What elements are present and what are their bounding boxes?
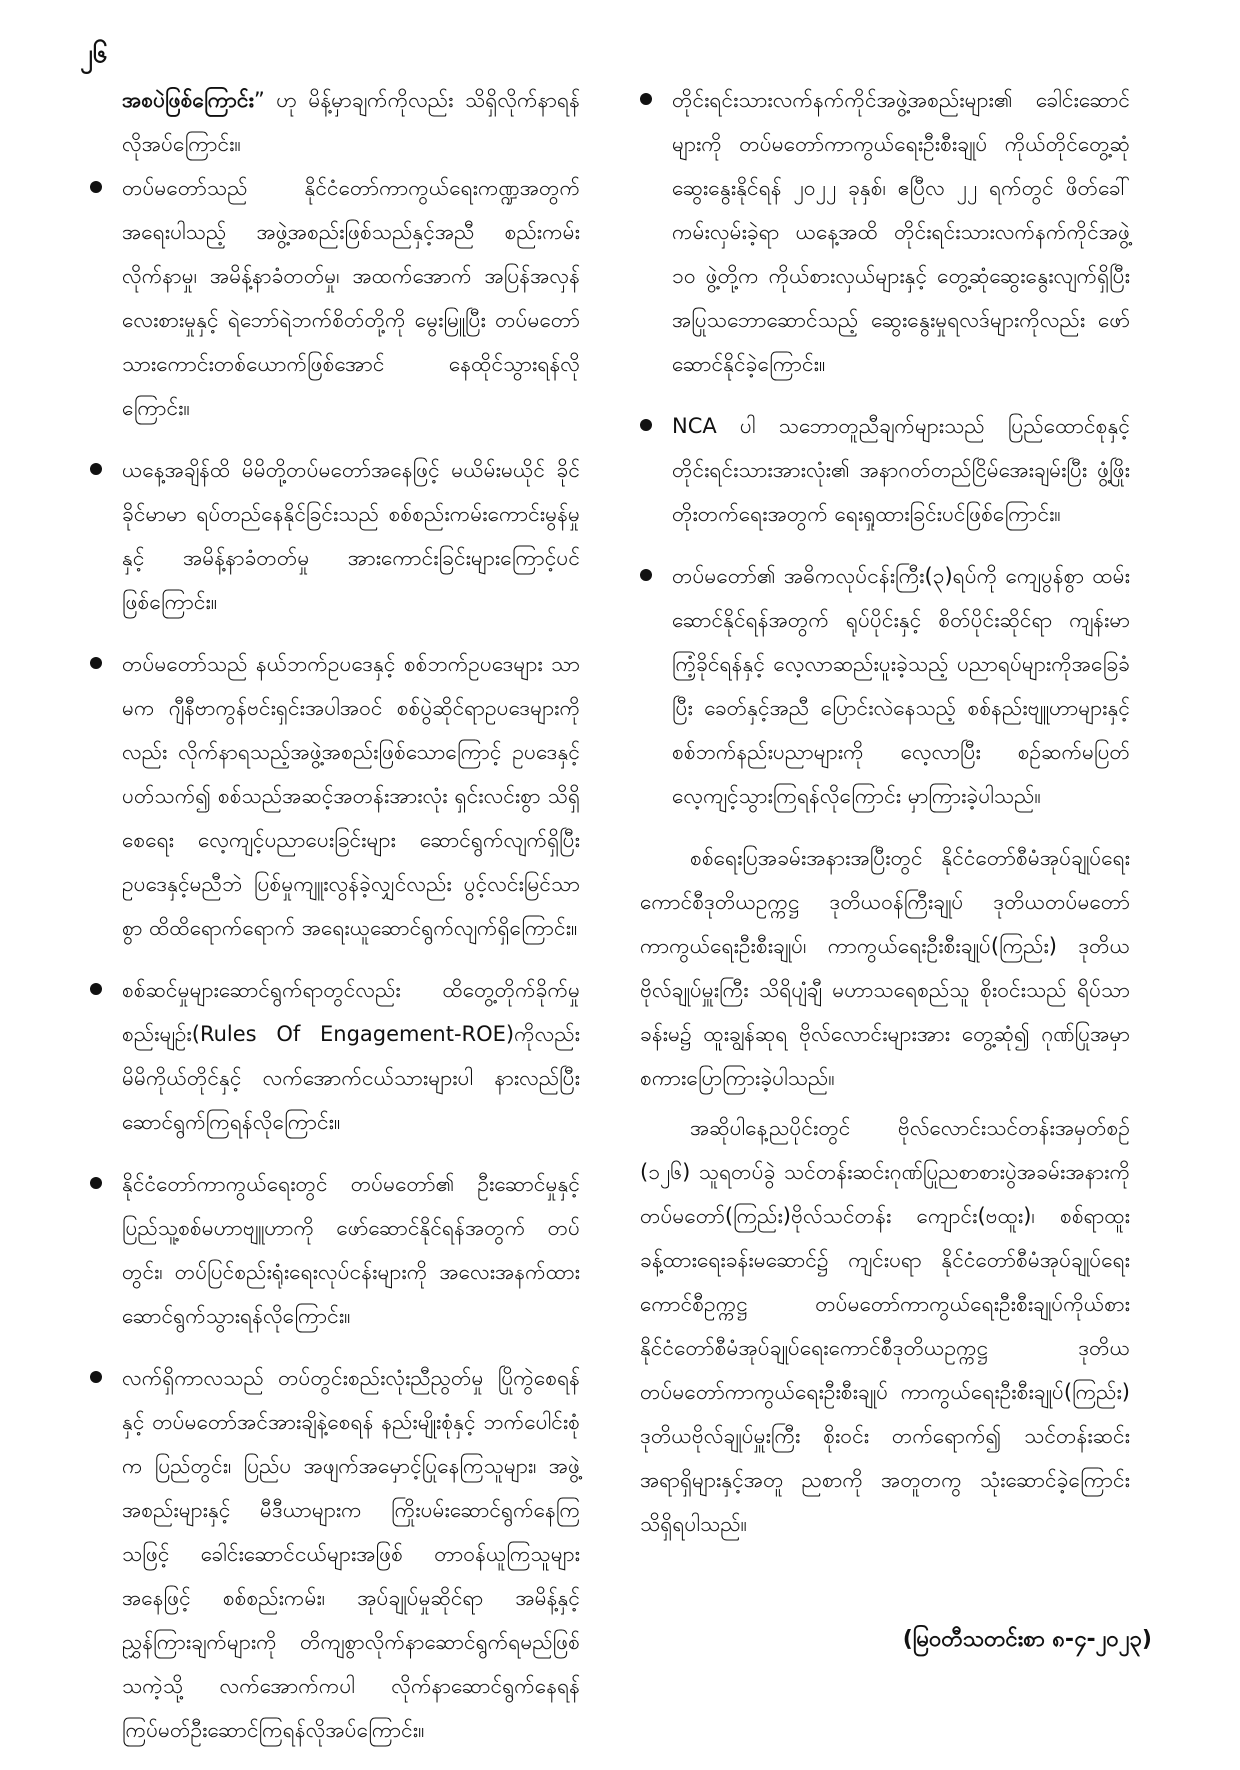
bullet-item <box>90 968 580 1144</box>
bullet-item <box>90 1356 580 1752</box>
bullet-dot-icon <box>90 657 102 669</box>
bullet-text: NCA ပါ သဘောတူညီချက်များသည် ပြည်ထောင်စုနှင့် တိုင်းရင်းသားအားလုံး၏ အနာဂတ်တည်ငြိမ်အေးချမ်းပြီး ဖွံ့ဖြိုးတိုးတက်ရေးအတွက် ရေးရှုထားခြင်းပင်ဖြစ်ကြောင်း။ <box>672 414 1130 526</box>
lead-paragraph <box>90 78 580 166</box>
bullet-text: နိုင်ငံတော်ကာကွယ်ရေးတွင် တပ်မတော်၏ ဦးဆောင်မှုနှင့် ပြည်သူ့စစ်မဟာဗျူဟာကို ဖော်ဆောင်နိုင်ရန်အတွက် တပ်တွင်း၊ တပ်ပြင်စည်းရုံးရေးလုပ်ငန်းများကို အလေးအနက်ထား ဆောင်ရွက်သွားရန်လိုကြောင်း။ <box>122 1172 580 1328</box>
bullet-text: လက်ရှိကာလသည် တပ်တွင်းစည်းလုံးညီညွတ်မှု ပြိုကွဲစေရန်နှင့် တပ်မတော်အင်အားချိနဲ့စေရန် နည်းမျိုးစုံနှင့် ဘက်ပေါင်းစုံက ပြည်တွင်း၊ ပြည်ပ အဖျက်အမှောင့်ပြုနေကြသူများ၊ အဖွဲ့အစည်းများနှင့် မီဒီယာများက ကြိုးပမ်းဆောင်ရွက်နေကြသဖြင့် ခေါင်းဆောင်ငယ်များအဖြစ် တာဝန်ယူကြသူများအနေဖြင့် စစ်စည်းကမ်း၊ အုပ်ချုပ်မှုဆိုင်ရာ အမိန့်နှင့်ညွှန်ကြားချက်များကို တိကျစွာလိုက်နာဆောင်ရွက်ရမည်ဖြစ်သကဲ့သို့ လက်အောက်ကပါ လိုက်နာဆောင်ရွက်နေရန် ကြပ်မတ်ဦးဆောင်ကြရန်လိုအပ်ကြောင်း။ <box>122 1366 580 1742</box>
bullet-dot-icon <box>90 181 102 193</box>
bullet-item <box>640 404 1130 536</box>
lead-bold-text: အစပဲဖြစ်ကြောင်း <box>122 88 254 112</box>
right-bullet-list <box>640 78 1130 818</box>
bullet-item <box>90 642 580 950</box>
left-bullet-list <box>90 166 580 1752</box>
right-column <box>640 78 1130 1546</box>
bullet-dot-icon <box>90 1371 102 1383</box>
bullet-dot-icon <box>90 1177 102 1189</box>
bullet-item <box>90 448 580 624</box>
body-paragraph: စစ်ရေးပြအခမ်းအနားအပြီးတွင် နိုင်ငံတော်စီမံအုပ်ချုပ်ရေးကောင်စီဒုတိယဥက္ကဋ္ဌ ဒုတိယဝန်ကြီးချုပ် ဒုတိယတပ်မတော်ကာကွယ်ရေးဦးစီးချုပ်၊ ကာကွယ်ရေးဦးစီးချုပ်(ကြည်း) ဒုတိယဗိုလ်ချုပ်မှူးကြီး သိရိပျံချီ မဟာသရေစည်သူ စိုးဝင်းသည် ရိပ်သာခန်းမ၌ ထူးချွန်ဆုရ ဗိုလ်လောင်းများအား တွေ့ဆုံ၍ ဂုဏ်ပြုအမှာစကားပြောကြားခဲ့ပါသည်။ <box>640 846 1130 1090</box>
bullet-dot-icon <box>90 463 102 475</box>
body-paragraph: အဆိုပါနေ့ညပိုင်းတွင် ဗိုလ်လောင်းသင်တန်းအမှတ်စဉ် (၁၂၆) သူရတပ်ခွဲ သင်တန်းဆင်းဂုဏ်ပြုညစာစားပွဲအခမ်းအနားကို တပ်မတော်(ကြည်း)ဗိုလ်သင်တန်း ကျောင်း(ဗထူး)၊ စစ်ရာထူးခန့်ထားရေးခန်းမဆောင်၌ ကျင်းပရာ နိုင်ငံတော်စီမံအုပ်ချုပ်ရေးကောင်စီဥက္ကဋ္ဌ တပ်မတော်ကာကွယ်ရေးဦးစီးချုပ်ကိုယ်စား နိုင်ငံတော်စီမံအုပ်ချုပ်ရေးကောင်စီဒုတိယဥက္ကဋ္ဌ ဒုတိယတပ်မတော်ကာကွယ်ရေးဦးစီးချုပ် ကာကွယ်ရေးဦးစီးချုပ်(ကြည်း) ဒုတိယဗိုလ်ချုပ်မှူးကြီး စိုးဝင်း တက်ရောက်၍ သင်တန်းဆင်းအရာရှိများနှင့်အတူ ညစာကို အတူတကွ သုံးဆောင်ခဲ့ကြောင်း သိရှိရပါသည်။ <box>640 1116 1130 1536</box>
bullet-text: တပ်မတော်သည် နိုင်ငံတော်ကာကွယ်ရေးကဏ္ဍအတွက် အရေးပါသည့် အဖွဲ့အစည်းဖြစ်သည်နှင့်အညီ စည်းကမ်းလိုက်နာမှု၊ အမိန့်နာခံတတ်မှု၊ အထက်အောက် အပြန်အလှန်လေးစားမှုနှင့် ရဲဘော်ရဲဘက်စိတ်တို့ကို မွေးမြူပြီး တပ်မတော်သားကောင်းတစ်ယောက်ဖြစ်အောင် နေထိုင်သွားရန်လိုကြောင်း။ <box>122 176 580 420</box>
bullet-dot-icon <box>90 983 102 995</box>
bullet-text: စစ်ဆင်မှုများဆောင်ရွက်ရာတွင်လည်း ထိတွေ့တိုက်ခိုက်မှုစည်းမျဉ်း(Rules Of Engagement-ROE)ကိုလည်း မိမိကိုယ်တိုင်နှင့် လက်အောက်ငယ်သားများပါ နားလည်ပြီး ဆောင်ရွက်ကြရန်လိုကြောင်း။ <box>122 978 580 1134</box>
bullet-item <box>640 78 1130 386</box>
source-citation: (မြဝတီသတင်းစာ ၈-၄-၂၀၂၃) <box>902 1627 1152 1652</box>
bullet-dot-icon <box>640 93 652 105</box>
bullet-dot-icon <box>640 419 652 431</box>
bullet-text: တိုင်းရင်းသားလက်နက်ကိုင်အဖွဲ့အစည်းများ၏ ခေါင်းဆောင်များကို တပ်မတော်ကာကွယ်ရေးဦးစီးချုပ် ကိုယ်တိုင်တွေ့ဆုံဆွေးနွေးနိုင်ရန် ၂၀၂၂ ခုနှစ်၊ ဧပြီလ ၂၂ ရက်တွင် ဖိတ်ခေါ်ကမ်းလှမ်းခဲ့ရာ ယနေ့အထိ တိုင်းရင်းသားလက်နက်ကိုင်အဖွဲ့ ၁၀ ဖွဲ့တို့က ကိုယ်စားလှယ်များနှင့် တွေ့ဆုံဆွေးနွေးလျက်ရှိပြီး အပြုသဘောဆောင်သည့် ဆွေးနွေးမှုရလဒ်များကိုလည်း ဖော်ဆောင်နိုင်ခဲ့ကြောင်း။ <box>672 88 1130 376</box>
bullet-item <box>90 1162 580 1338</box>
bullet-item <box>640 554 1130 818</box>
bullet-text: ယနေ့အချိန်ထိ မိမိတို့တပ်မတော်အနေဖြင့် မယိမ်းမယိုင် ခိုင်ခိုင်မာမာ ရပ်တည်နေနိုင်ခြင်းသည် စစ်စည်းကမ်းကောင်းမွန်မှုနှင့် အမိန့်နာခံတတ်မှု အားကောင်းခြင်းများကြောင့်ပင်ဖြစ်ကြောင်း။ <box>122 458 580 614</box>
bullet-item <box>90 166 580 430</box>
bullet-dot-icon <box>640 569 652 581</box>
page-number: ၂၆ <box>80 39 108 69</box>
bullet-text: တပ်မတော်သည် နယ်ဘက်ဥပဒေနှင့် စစ်ဘက်ဥပဒေများ သာမက ဂျီနီဗာကွန်ဗင်းရှင်းအပါအဝင် စစ်ပွဲဆိုင်ရာဥပဒေများကိုလည်း လိုက်နာရသည့်အဖွဲ့အစည်းဖြစ်သောကြောင့် ဥပဒေနှင့်ပတ်သက်၍ စစ်သည်အဆင့်အတန်းအားလုံး ရှင်းလင်းစွာ သိရှိစေရေး လေ့ကျင့်ပညာပေးခြင်းများ ဆောင်ရွက်လျက်ရှိပြီး ဥပဒေနှင့်မညီဘဲ ပြစ်မှုကျူးလွန်ခဲ့လျှင်လည်း ပွင့်လင်းမြင်သာစွာ ထိထိရောက်ရောက် အရေးယူဆောင်ရွက်လျက်ရှိကြောင်း။ <box>122 652 580 940</box>
left-column <box>90 78 580 1770</box>
lead-text: ” ဟု မိန့်မှာချက်ကိုလည်း သိရှိလိုက်နာရန် လိုအပ်ကြောင်း။ <box>122 88 580 156</box>
bullet-text: တပ်မတော်၏ အဓိကလုပ်ငန်းကြီး(၃)ရပ်ကို ကျေပွန်စွာ ထမ်းဆောင်နိုင်ရန်အတွက် ရုပ်ပိုင်းနှင့် စိတ်ပိုင်းဆိုင်ရာ ကျန်းမာကြံ့ခိုင်ရန်နှင့် လေ့လာဆည်းပူးခဲ့သည့် ပညာရပ်များကိုအခြေခံပြီး ခေတ်နှင့်အညီ ပြောင်းလဲနေသည့် စစ်နည်းဗျူဟာများနှင့် စစ်ဘက်နည်းပညာများကို လေ့လာပြီး စဉ်ဆက်မပြတ် လေ့ကျင့်သွားကြရန်လိုကြောင်း မှာကြားခဲ့ပါသည်။ <box>672 564 1130 808</box>
